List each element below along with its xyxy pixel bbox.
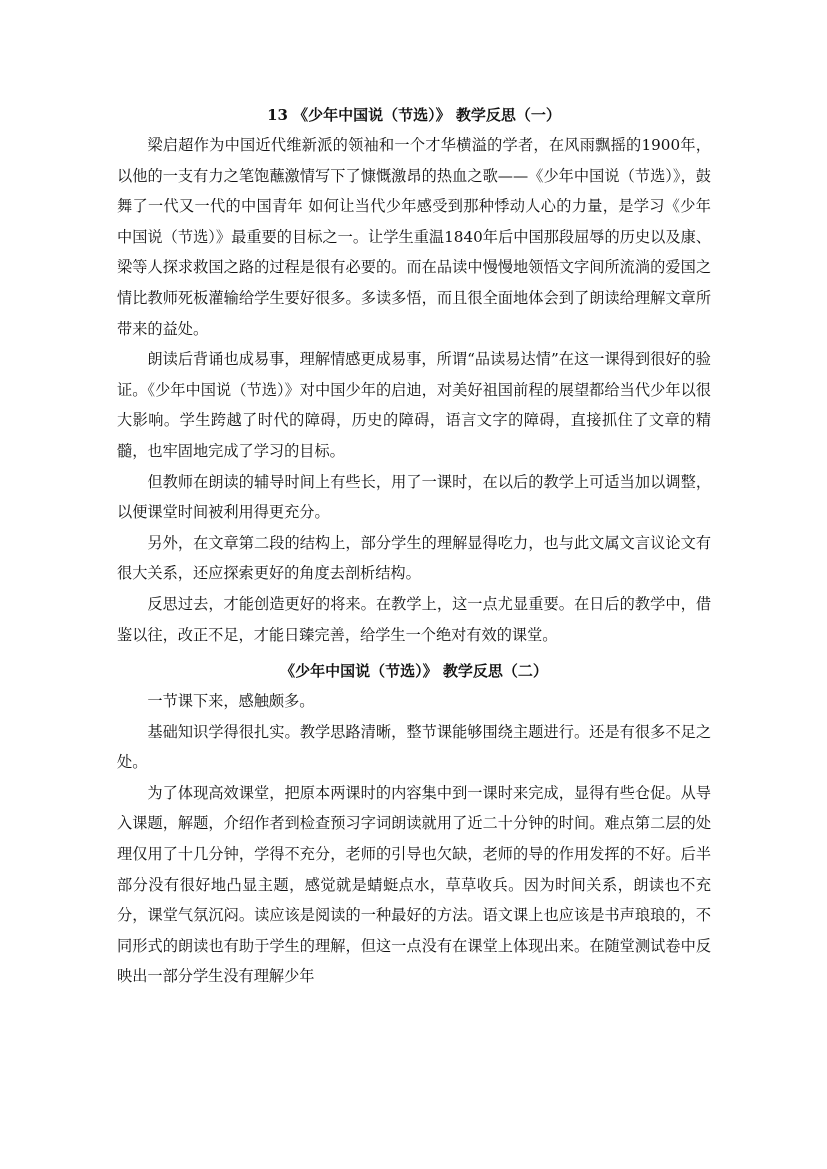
paragraph: 朗读后背诵也成易事，理解情感更成易事，所谓“品读易达情”在这一课得到很好的验证。《少年中国说（节选）》对中国少年的启迪，对美好祖国前程的展望都给当代少年以很大影响。学生跨越了时代的障碍，历史的障碍，语言文字的障碍，直接抓住了文章的精髓，也牢固地完成了学习的目标。: [117, 350, 711, 460]
paragraph: 一节课下来，感触颇多。: [147, 692, 315, 711]
section-title-2: 《少年中国说（节选）》 教学反思（二）: [280, 662, 548, 681]
paragraph: 反思过去，才能创造更好的将来。在教学上，这一点尤显重要。在日后的教学中，借鉴以往，改正不足，才能日臻完善，给学生一个绝对有效的课堂。: [117, 594, 711, 644]
paragraph: 但教师在朗读的辅导时间上有些长，用了一课时，在以后的教学上可适当加以调整，以便课堂时间被利用得更充分。: [117, 472, 711, 522]
paragraph: 梁启超作为中国近代维新派的领袖和一个才华横溢的学者，在风雨飘摇的1900年，以他的一支有力之笔饱蘸激情写下了慷慨激昂的热血之歌——《少年中国说（节选）》，鼓舞了一代又一代的中国青年 如何让当代少年感受到那种悸动人心的力量，是学习《少年中国说（节选）》最重要的目标之一。让学生重温1840年后中国那段屈辱的历史以及康、梁等人探求救国之路的过程是很有必要的。而在品读中慢慢地领悟文字间所流淌的爱国之情比教师死板灌输给学生要好很多。多读多悟，而且很全面地体会到了朗读给理解文章所带来的益处。: [117, 136, 711, 338]
paragraph: 基础知识学得很扎实。教学思路清晰，整节课能够围绕主题进行。还是有很多不足之处。: [117, 722, 711, 772]
paragraph: 另外，在文章第二段的结构上，部分学生的理解显得吃力，也与此文属文言议论文有很大关系，还应探索更好的角度去剖析结构。: [117, 533, 711, 583]
section-title-1: 13 《少年中国说（节选）》 教学反思（一）: [267, 106, 561, 124]
document-body: [117, 100, 711, 992]
paragraph: 为了体现高效课堂，把原本两课时的内容集中到一课时来完成，显得有些仓促。从导入课题，解题，介绍作者到检查预习字词朗读就用了近二十分钟的时间。难点第二层的处理仅用了十几分钟，学得不充分，老师的引导也欠缺，老师的导的作用发挥的不好。后半部分没有很好地凸显主题，感觉就是蜻蜓点水，草草收兵。因为时间关系，朗读也不充分，课堂气氛沉闷。读应该是阅读的一种最好的方法。语文课上也应该是书声琅琅的，不同形式的朗读也有助于学生的理解，但这一点没有在课堂上体现出来。在随堂测试卷中反映出一部分学生没有理解少年: [117, 783, 711, 986]
